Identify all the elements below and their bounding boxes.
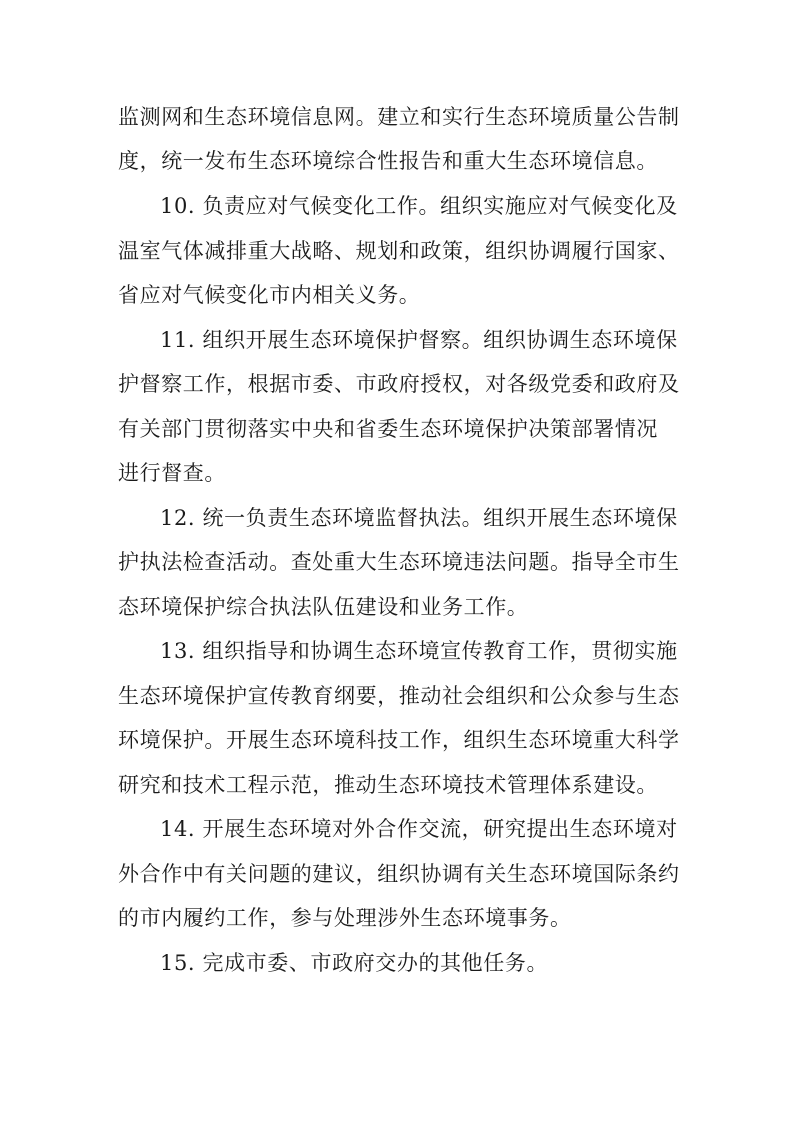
text-line <box>0 362 793 406</box>
line-text: 研究和技术工程示范，推动生态环境技术管理体系建设。 <box>118 773 658 797</box>
text-line <box>0 585 793 629</box>
line-text: 进行督查。 <box>118 461 226 485</box>
text-line <box>0 95 793 139</box>
line-text: 13. 组织指导和协调生态环境宣传教育工作，贯彻实施 <box>160 639 678 663</box>
line-text: 护督察工作，根据市委、市政府授权，对各级党委和政府及 <box>118 372 680 396</box>
line-text: 度，统一发布生态环境综合性报告和重大生态环境信息。 <box>118 149 658 173</box>
line-text: 省应对气候变化市内相关义务。 <box>118 283 421 307</box>
text-line <box>0 273 793 317</box>
line-text: 外合作中有关问题的建议，组织协调有关生态环境国际条约 <box>118 862 680 886</box>
line-text: 11. 组织开展生态环境保护督察。组织协调生态环境保 <box>160 328 678 352</box>
paragraph-first-line <box>0 496 793 540</box>
text-line <box>0 896 793 940</box>
text-line <box>0 407 793 451</box>
paragraph-first-line <box>0 629 793 673</box>
paragraph-first-line <box>0 318 793 362</box>
line-text: 12. 统一负责生态环境监督执法。组织开展生态环境保 <box>160 506 678 530</box>
line-text: 10. 负责应对气候变化工作。组织实施应对气候变化及 <box>160 194 678 218</box>
line-text: 有关部门贯彻落实中央和省委生态环境保护决策部署情况 <box>118 417 658 441</box>
text-line <box>0 540 793 584</box>
text-line <box>0 852 793 896</box>
paragraph-first-line <box>0 184 793 228</box>
line-text: 的市内履约工作，参与处理涉外生态环境事务。 <box>118 906 572 930</box>
line-text: 生态环境保护宣传教育纲要，推动社会组织和公众参与生态 <box>118 684 680 708</box>
text-line <box>0 451 793 495</box>
text-line <box>0 139 793 183</box>
paragraph-first-line <box>0 807 793 851</box>
text-line <box>0 718 793 762</box>
text-line <box>0 763 793 807</box>
line-text: 15. 完成市委、市政府交办的其他任务。 <box>160 951 549 975</box>
line-text: 温室气体减排重大战略、规划和政策，组织协调履行国家、 <box>118 239 680 263</box>
text-line <box>0 229 793 273</box>
line-text: 护执法检查活动。查处重大生态环境违法问题。指导全市生 <box>118 550 680 574</box>
text-line <box>0 674 793 718</box>
line-text: 环境保护。开展生态环境科技工作，组织生态环境重大科学 <box>118 728 680 752</box>
line-text: 监测网和生态环境信息网。建立和实行生态环境质量公告制 <box>118 105 680 129</box>
line-text: 14. 开展生态环境对外合作交流，研究提出生态环境对 <box>160 817 678 841</box>
line-text: 态环境保护综合执法队伍建设和业务工作。 <box>118 595 529 619</box>
paragraph-first-line <box>0 941 793 985</box>
